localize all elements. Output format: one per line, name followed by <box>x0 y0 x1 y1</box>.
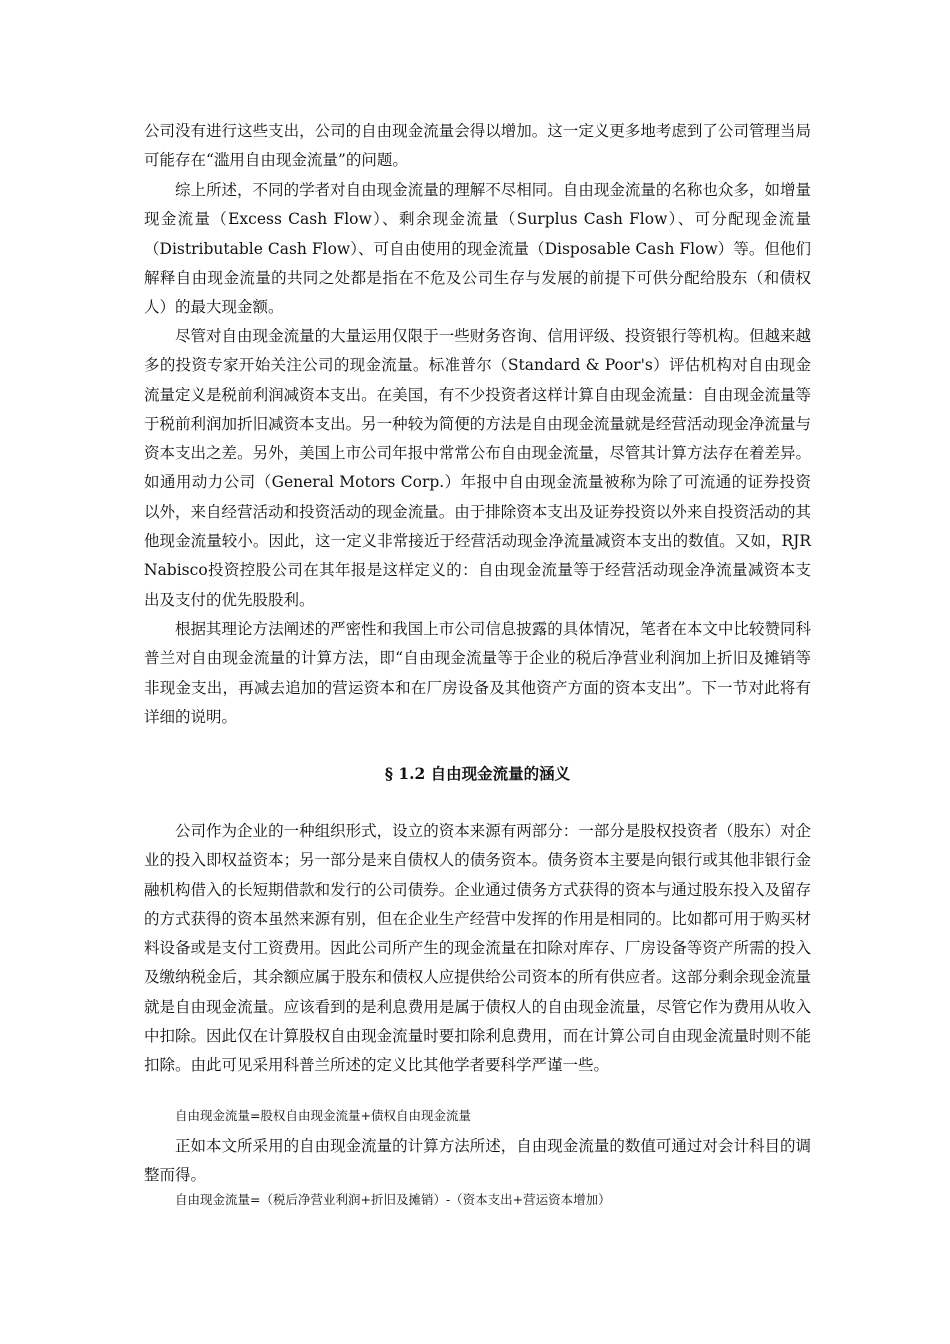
paragraph-author-view: 根据其理论方法阐述的严密性和我国上市公司信息披露的具体情况，笔者在本文中比较赞同科普兰对自由现金流量的计算方法，即“自由现金流量等于企业的税后净营业利润加上折旧及摊销等非现金支出，再减去追加的营运资本和在厂房设备及其他资产方面的资本支出”。下一节对此将有详细的说明。 <box>144 620 811 726</box>
section-heading: § 1.2 自由现金流量的涵义 <box>384 764 571 783</box>
paragraph-calculation-method: 正如本文所采用的自由现金流量的计算方法所述，自由现金流量的数值可通过对会计科目的调整而得。 <box>144 1137 811 1185</box>
paragraph-continuation: 公司没有进行这些支出，公司的自由现金流量会得以增加。这一定义更多地考虑到了公司管理当局可能存在“滥用自由现金流量”的问题。 <box>144 122 811 170</box>
formula-fcf-calculation: 自由现金流量=（税后净营业利润+折旧及摊销）-（资本支出+营运资本增加） <box>175 1192 611 1207</box>
paragraph-fcf-names: 综上所述，不同的学者对自由现金流量的理解不尽相同。自由现金流量的名称也众多，如增量现金流量（Excess Cash Flow）、剩余现金流量（Surplus Cash Flow）、可分配现金流量（Distributable Cash Flow）、可自由使用的现金流量（Disposable Cash Flow）等。但他们解释自由现金流量的共同之处都是指在不危及公司生存与发展的前提下可供分配给股东（和债权人）的最大现金额。 <box>144 181 811 317</box>
paragraph-capital-sources: 公司作为企业的一种组织形式，设立的资本来源有两部分：一部分是股权投资者（股东）对企业的投入即权益资本；另一部分是来自债权人的债务资本。债务资本主要是向银行或其他非银行金融机构借入的长短期借款和发行的公司债券。企业通过债务方式获得的资本与通过股东投入及留存的方式获得的资本虽然来源有别，但在企业生产经营中发挥的作用是相同的。比如都可用于购买材料设备或是支付工资费用。因此公司所产生的现金流量在扣除对库存、厂房设备等资产所需的投入及缴纳税金后，其余额应属于股东和债权人应提供给公司资本的所有供应者。这部分剩余现金流量就是自由现金流量。应该看到的是利息费用是属于债权人的自由现金流量，尽管它作为费用从收入中扣除。因此仅在计算股权自由现金流量时要扣除利息费用，而在计算公司自由现金流量时则不能扣除。由此可见采用科普兰所述的定义比其他学者要科学严谨一些。 <box>144 822 811 1075</box>
formula-fcf-composition: 自由现金流量=股权自由现金流量+债权自由现金流量 <box>175 1108 471 1123</box>
paragraph-fcf-usage: 尽管对自由现金流量的大量运用仅限于一些财务咨询、信用评级、投资银行等机构。但越来越多的投资专家开始关注公司的现金流量。标准普尔（Standard & Poor's）评估机构对自由现金流量定义是税前利润减资本支出。在美国，有不少投资者这样计算自由现金流量：自由现金流量等于税前利润加折旧减资本支出。另一种较为简便的方法是自由现金流量就是经营活动现金净流量与资本支出之差。另外，美国上市公司年报中常常公布自由现金流量，尽管其计算方法存在着差异。如通用动力公司（General Motors Corp.）年报中自由现金流量被称为除了可流通的证券投资以外，来自经营活动和投资活动的现金流量。由于排除资本支出及证券投资以外来自投资活动的其他现金流量较小。因此，这一定义非常接近于经营活动现金净流量减资本支出的数值。又如，RJR Nabisco投资控股公司在其年报是这样定义的：自由现金流量等于经营活动现金净流量减资本支出及支付的优先股股利。 <box>144 327 811 609</box>
